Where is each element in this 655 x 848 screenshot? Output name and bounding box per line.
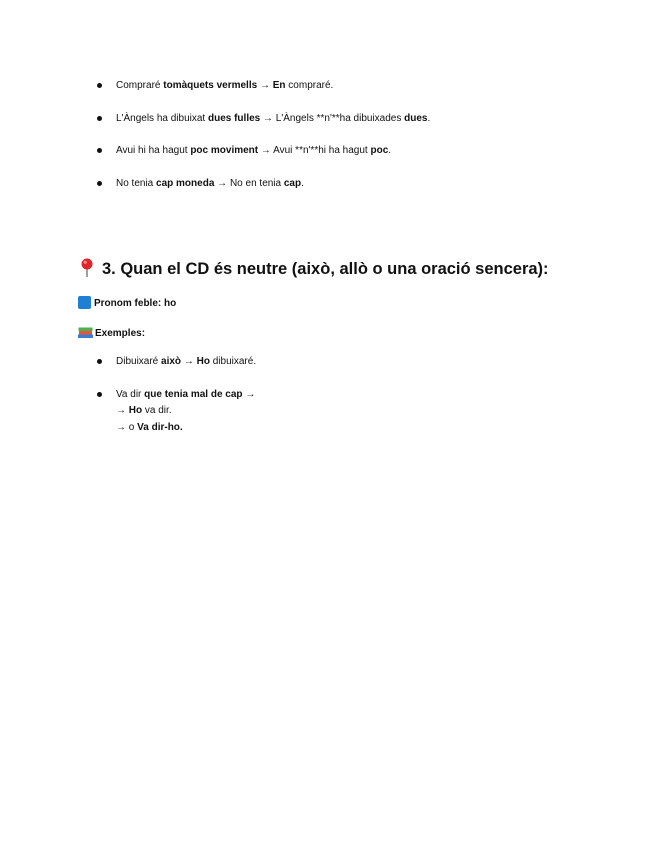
pronoun-label (78, 296, 176, 311)
bullet-dot (97, 181, 102, 186)
bullet-dot (97, 359, 102, 364)
text: . (388, 145, 392, 156)
bullet-dot (97, 392, 102, 397)
text: → (181, 356, 197, 367)
text: Avui hi ha hagut (116, 145, 191, 156)
arrow-text: → (116, 405, 129, 416)
bullet-dot (97, 83, 102, 88)
section-heading (78, 258, 549, 280)
text: → (257, 80, 273, 91)
text: → No en tenia (214, 178, 284, 189)
arrow-text: → o (116, 422, 138, 433)
text: → L'Àngels **n'**ha dibuixades (260, 113, 405, 124)
list-item (116, 388, 255, 402)
bullet-dot (97, 116, 102, 121)
bold-text: dues fulles (207, 113, 261, 124)
list-item (116, 355, 256, 369)
text: Va dir (116, 389, 145, 400)
bold-text: poc (370, 145, 389, 156)
blue-square-icon (78, 296, 91, 309)
bold-text: Ho (196, 356, 210, 367)
bold-text: poc moviment (190, 145, 259, 156)
bold-text: tomàquets vermells (163, 80, 258, 91)
text: → Avui **n'**hi ha hagut (258, 145, 371, 156)
list-item (116, 144, 391, 158)
bold-text: cap moneda (156, 178, 215, 189)
pin-icon (78, 258, 96, 278)
bold-text: Va dir-ho. (137, 422, 183, 433)
example-line (116, 421, 183, 435)
text: dibuixaré. (209, 356, 257, 367)
examples-text: Exemples: (95, 328, 146, 339)
pronoun-text: Pronom feble: ho (94, 298, 177, 309)
bold-text: que tenia mal de cap (144, 389, 243, 400)
text: Compraré (116, 80, 164, 91)
bold-text: això (161, 356, 182, 367)
list-item (116, 79, 333, 93)
text: → (242, 389, 256, 400)
bullet-dot (97, 148, 102, 153)
text: compraré. (285, 80, 334, 91)
text: L'Àngels ha dibuixat (116, 113, 208, 124)
text: va dir. (142, 405, 172, 416)
text: No tenia (116, 178, 157, 189)
bold-text: cap (283, 178, 302, 189)
bold-text: Ho (128, 405, 143, 416)
bold-text: En (272, 80, 286, 91)
heading-text: 3. Quan el CD és neutre (això, allò o una oració sencera): (102, 260, 549, 278)
text: . (301, 178, 304, 189)
example-line (116, 404, 172, 418)
text: Dibuixaré (116, 356, 162, 367)
examples-label (78, 326, 145, 341)
list-item (116, 112, 430, 126)
books-icon (78, 326, 93, 338)
text: . (427, 113, 431, 124)
bold-text: dues (404, 113, 428, 124)
list-item (116, 177, 304, 191)
